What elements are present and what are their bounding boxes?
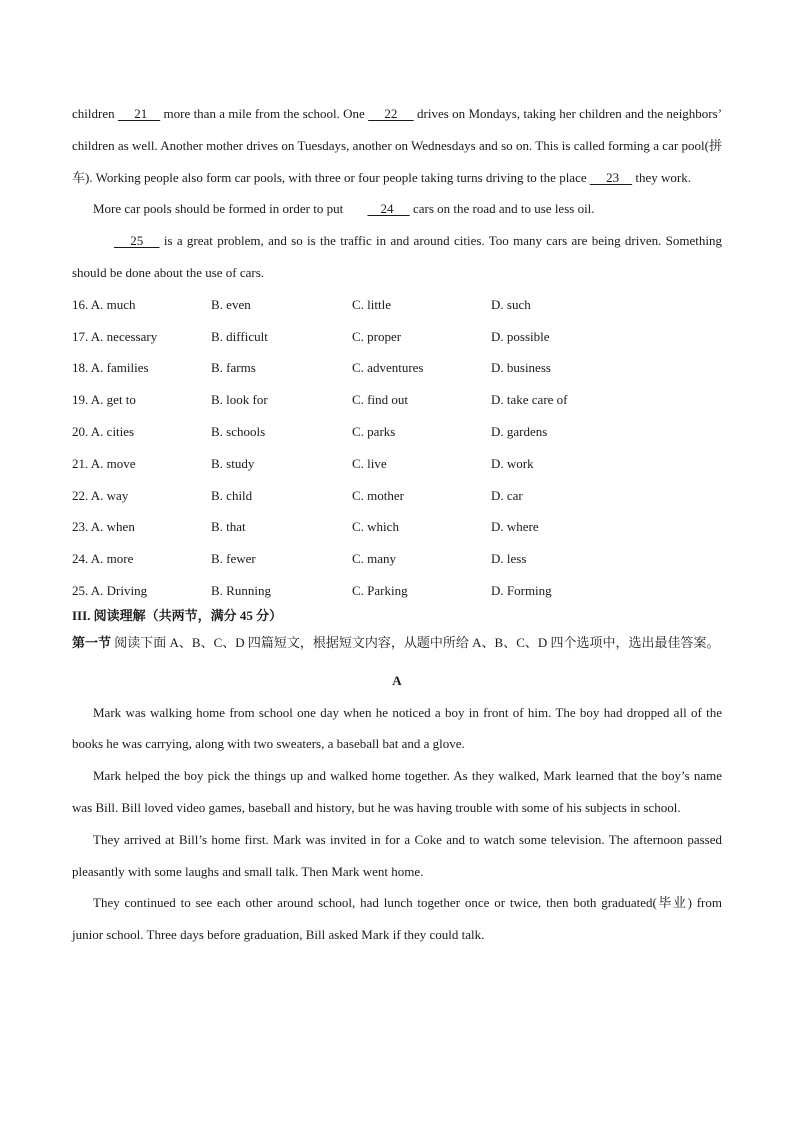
passage-text: cars on the road and to use less oil. xyxy=(412,201,595,217)
option-a: 19. A. get to xyxy=(72,392,136,408)
option-a: 22. A. way xyxy=(72,487,129,503)
option-b: B. fewer xyxy=(211,551,256,567)
blank-25: 25 xyxy=(114,233,160,249)
option-a: 24. A. more xyxy=(72,551,134,567)
section-part-label: 第一节 xyxy=(72,634,112,650)
option-c: C. which xyxy=(352,519,399,535)
reading-paragraph-4: They continued to see each other around school, had lunch together once or twice, then both graduated(毕业) from junior school. Three days before graduation, Bill asked Mark if they could talk. xyxy=(72,895,722,943)
question-row-22 xyxy=(72,480,722,512)
question-row-16 xyxy=(72,289,722,321)
option-d: D. Forming xyxy=(491,582,552,598)
passage-text: more than a mile from the school. One xyxy=(163,106,365,121)
option-d: D. business xyxy=(491,360,551,376)
reading-paragraph-1: Mark was walking home from school one day when he noticed a boy in front of him. The boy had dropped all of the books he was carrying, along with two sweaters, a baseball bat and a glove. xyxy=(72,704,722,752)
option-b: B. even xyxy=(211,296,251,312)
option-a: 17. A. necessary xyxy=(72,328,158,344)
passage-label: A xyxy=(392,672,402,688)
passage-text: More car pools should be formed in order to put xyxy=(93,201,344,217)
option-d: D. take care of xyxy=(491,392,568,408)
option-c: C. mother xyxy=(352,487,404,503)
passage-text: children xyxy=(72,106,115,121)
option-a: 23. A. when xyxy=(72,519,135,535)
question-row-18 xyxy=(72,352,722,384)
option-d: D. where xyxy=(491,519,539,535)
option-c: C. many xyxy=(352,551,397,567)
option-d: D. possible xyxy=(491,328,550,344)
question-row-24 xyxy=(72,543,722,575)
passage-text: is a great problem, and so is the traffic in and around cities. Too many cars are being driven. Something should be done about the use of cars. xyxy=(72,233,723,280)
option-b: B. look for xyxy=(211,392,268,408)
option-a: 21. A. move xyxy=(72,455,136,471)
option-b: B. child xyxy=(211,487,253,503)
passage-paragraph-2 xyxy=(72,193,722,225)
blank-22: 22 xyxy=(368,106,414,121)
option-c: C. live xyxy=(352,455,387,471)
passage-paragraph-3 xyxy=(72,225,722,289)
question-options xyxy=(72,289,722,607)
option-b: B. farms xyxy=(211,360,256,376)
option-b: B. study xyxy=(211,455,255,471)
option-b: B. Running xyxy=(211,582,271,598)
option-d: D. such xyxy=(491,296,531,312)
section-heading: III. 阅读理解（共两节，满分 45 分） xyxy=(72,607,283,623)
blank-23: 23 xyxy=(589,169,633,185)
option-b: B. schools xyxy=(211,423,266,439)
reading-paragraph-2: Mark helped the boy pick the things up and walked home together. As they walked, Mark learned that the boy’s name was Bill. Bill loved video games, baseball and history, but he was having trouble with some of his subjects in school. xyxy=(72,768,722,815)
option-c: C. little xyxy=(352,296,391,312)
option-c: C. proper xyxy=(352,328,402,344)
passage-paragraph-1 xyxy=(72,98,722,193)
question-row-21 xyxy=(72,448,722,480)
question-row-19 xyxy=(72,384,722,416)
option-c: C. adventures xyxy=(352,360,424,376)
reading-paragraph-3: They arrived at Bill’s home first. Mark was invited in for a Coke and to watch some television. The afternoon passed pleasantly with some laughs and small talk. Then Mark went home. xyxy=(72,831,722,879)
instruction-text: 阅读下面 A、B、C、D 四篇短文，根据短文内容，从题中所给 A、B、C、D 四个选项中，选出最佳答案。 xyxy=(111,634,720,650)
option-a: 16. A. much xyxy=(72,296,136,312)
blank-21: 21 xyxy=(117,106,161,121)
option-c: C. Parking xyxy=(352,582,408,598)
section-instructions xyxy=(72,629,722,656)
question-row-23 xyxy=(72,511,722,543)
option-b: B. difficult xyxy=(211,328,268,344)
option-d: D. car xyxy=(491,487,523,503)
option-d: D. gardens xyxy=(491,423,548,439)
option-c: C. parks xyxy=(352,423,396,439)
question-row-20 xyxy=(72,416,722,448)
option-d: D. less xyxy=(491,551,527,567)
document-page xyxy=(72,98,722,951)
passage-text: they work. xyxy=(635,169,691,185)
option-d: D. work xyxy=(491,455,534,471)
question-row-17 xyxy=(72,321,722,353)
option-c: C. find out xyxy=(352,392,408,408)
option-a: 20. A. cities xyxy=(72,423,135,439)
passage-text: drives on Mondays, taking her children and the neighbors’ children as well. Another mother drives on Tuesdays, another on Wednesdays and so on. This is called forming a car pool(拼车). Working people also form car pools, with three or four people taking turns driving to the place xyxy=(72,106,723,185)
blank-24: 24 xyxy=(367,201,410,217)
option-a: 25. A. Driving xyxy=(72,582,148,598)
option-a: 18. A. families xyxy=(72,360,149,376)
option-b: B. that xyxy=(211,519,246,535)
